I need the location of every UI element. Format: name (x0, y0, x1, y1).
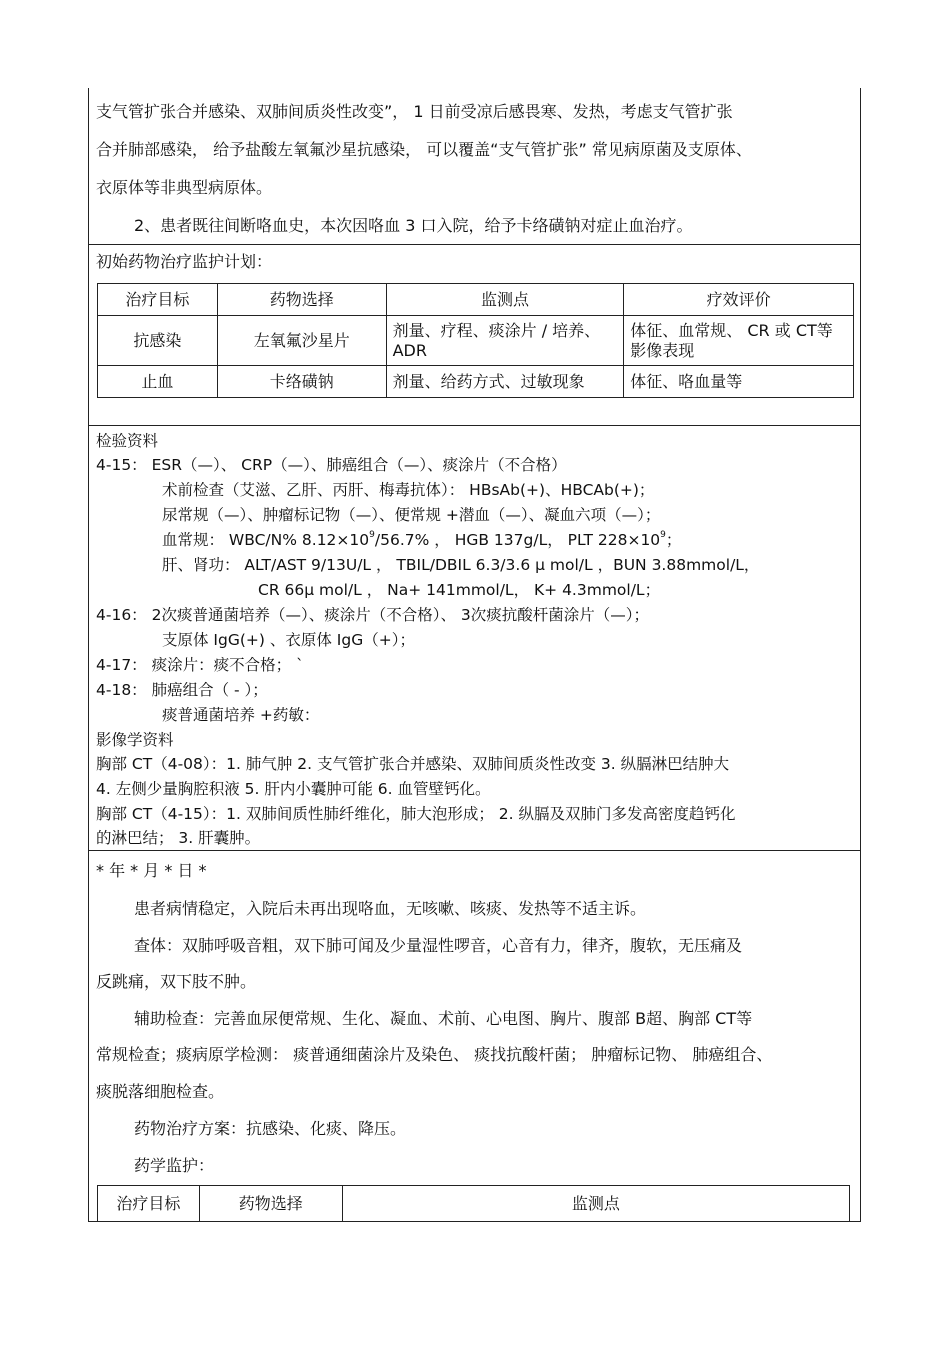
progress-paragraph: 痰脱落细胞检查。 (96, 1082, 225, 1101)
table-cell: 剂量、疗程、痰涂片 / 培养、ADR (386, 316, 624, 366)
table-cell: 体征、血常规、 CR 或 CT等影像表现 (624, 316, 854, 366)
progress-date: * 年 * 月 * 日 * (96, 861, 207, 880)
imaging-line: 胸部 CT（4-15）：1. 双肺间质性肺纤维化，肺大泡形成； 2. 纵膈及双肺门多发高密度趋钙化 (96, 805, 736, 823)
table-header-row (98, 1186, 850, 1222)
lab-text: 血常规： WBC/N% 8.12×10 (162, 531, 370, 549)
table-header: 监测点 (342, 1186, 849, 1222)
table-row (98, 366, 854, 398)
table-header: 药物选择 (217, 284, 386, 316)
progress-paragraph: 药物治疗方案：抗感染、化痰、降压。 (134, 1119, 407, 1138)
table-cell: 止血 (98, 366, 218, 398)
lab-superscript: 9 (660, 530, 666, 540)
intro-line: 衣原体等非典型病原体。 (96, 178, 273, 197)
progress-paragraph: 患者病情稳定，入院后未再出现咯血，无咳嗽、咳痰、发热等不适主诉。 (134, 899, 647, 918)
lab-line: 4-16： 2次痰普通菌培养（—）、痰涂片（不合格）、 3次痰抗酸杆菌涂片（—）； (96, 606, 650, 624)
lab-line: 4-18： 肺癌组合（ - ）； (96, 681, 268, 699)
lab-text: /56.7% ， HGB 137g/L， PLT 228×10 (374, 531, 661, 549)
plan-table (97, 283, 854, 398)
intro-line: 2、患者既往间断咯血史，本次因咯血 3 口入院，给予卡络磺钠对症止血治疗。 (134, 216, 693, 235)
plan-title: 初始药物治疗监护计划： (96, 252, 273, 271)
lab-superscript: 9 (369, 530, 375, 540)
table-header: 治疗目标 (98, 284, 218, 316)
pharmacy-monitor-table (97, 1185, 850, 1222)
lab-line (162, 530, 681, 550)
intro-line: 支气管扩张合并感染、双肺间质炎性改变”， 1 日前受凉后感畏寒、发热，考虑支气管扩张 (96, 102, 733, 121)
progress-paragraph: 药学监护： (134, 1156, 215, 1175)
table-cell: 卡络磺钠 (217, 366, 386, 398)
lab-section (89, 425, 860, 850)
document-frame (88, 88, 861, 1222)
imaging-line: 的淋巴结； 3. 肝囊肿。 (96, 829, 261, 847)
table-header: 药物选择 (199, 1186, 342, 1222)
intro-line: 合并肺部感染， 给予盐酸左氧氟沙星抗感染， 可以覆盖“支气管扩张” 常见病原菌及支原体、 (96, 140, 752, 159)
imaging-title: 影像学资料 (96, 731, 174, 749)
table-header: 疗效评价 (624, 284, 854, 316)
table-header: 治疗目标 (98, 1186, 200, 1222)
table-cell: 体征、咯血量等 (624, 366, 854, 398)
lab-line: 4-15： ESR（—）、 CRP（—）、肺癌组合（—）、痰涂片（不合格） (96, 456, 567, 474)
progress-section (89, 850, 860, 1222)
progress-paragraph: 查体：双肺呼吸音粗，双下肺可闻及少量湿性啰音，心音有力，律齐，腹软，无压痛及 (134, 936, 743, 955)
lab-line: CR 66μ mol/L ， Na+ 141mmol/L， K+ 4.3mmol/L； (258, 581, 661, 599)
lab-line: 肝、肾功： ALT/AST 9/13U/L ， TBIL/DBIL 6.3/3.6 μ mol/L ，BUN 3.88mmol/L， (162, 556, 760, 574)
table-cell: 抗感染 (98, 316, 218, 366)
table-header: 监测点 (386, 284, 624, 316)
imaging-line: 胸部 CT（4-08）：1. 肺气肿 2. 支气管扩张合并感染、双肺间质炎性改变 3. 纵膈淋巴结肿大 (96, 755, 730, 773)
lab-line: 支原体 IgG(+) 、衣原体 IgG（+）； (162, 631, 415, 649)
progress-paragraph: 常规检查；痰病原学检测： 痰普通细菌涂片及染色、 痰找抗酸杆菌； 肿瘤标记物、 肺癌组合、 (96, 1045, 773, 1064)
lab-line: 术前检查（艾滋、乙肝、丙肝、梅毒抗体）： HBsAb(+)、HBCAb(+)； (162, 481, 655, 499)
table-cell: 左氧氟沙星片 (217, 316, 386, 366)
lab-text: ； (665, 531, 682, 549)
lab-line: 痰普通菌培养 +药敏： (162, 706, 320, 724)
table-row (98, 316, 854, 366)
plan-section (89, 244, 860, 414)
lab-line: 尿常规（—）、肿瘤标记物（—）、便常规 +潜血（—）、凝血六项（—）； (162, 506, 661, 524)
progress-paragraph: 辅助检查：完善血尿便常规、生化、凝血、术前、心电图、胸片、腹部 B超、胸部 CT等 (134, 1009, 753, 1028)
table-cell: 剂量、给药方式、过敏现象 (386, 366, 624, 398)
table-header-row (98, 284, 854, 316)
intro-section (89, 88, 860, 240)
lab-title: 检验资料 (96, 432, 159, 450)
progress-paragraph: 反跳痛，双下肢不肿。 (96, 972, 257, 991)
imaging-line: 4. 左侧少量胸腔积液 5. 肝内小囊肿可能 6. 血管壁钙化。 (96, 780, 491, 798)
lab-line: 4-17： 痰涂片：痰不合格； ` (96, 656, 304, 674)
